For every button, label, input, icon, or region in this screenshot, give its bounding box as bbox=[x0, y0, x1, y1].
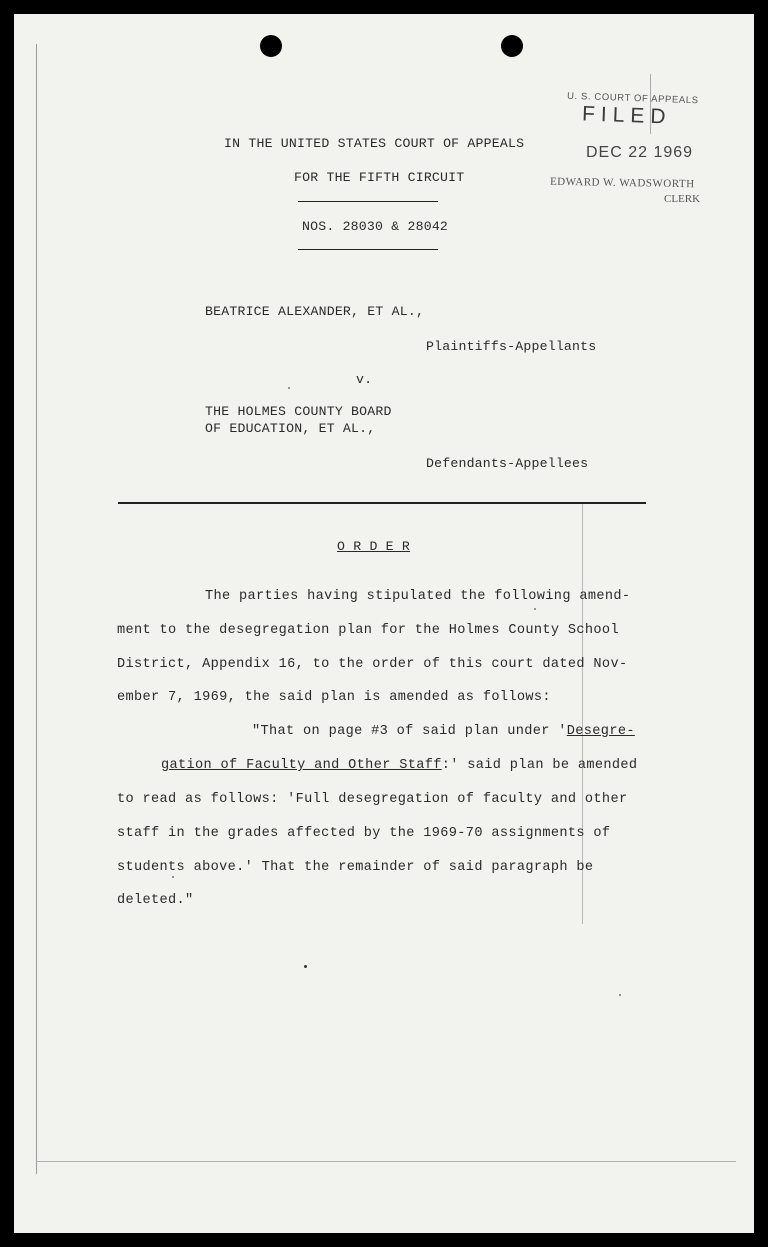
quote-line-1-text: "That on page #3 of said plan under ' bbox=[252, 724, 567, 739]
document-page bbox=[14, 14, 754, 1233]
court-name: IN THE UNITED STATES COURT OF APPEALS bbox=[224, 136, 525, 151]
defendants-name-line1: THE HOLMES COUNTY BOARD bbox=[205, 404, 392, 419]
quote-section-title-part2: gation of Faculty and Other Staff bbox=[161, 758, 442, 773]
scan-speck bbox=[304, 965, 307, 968]
paragraph-line-3: District, Appendix 16, to the order of this court dated Nov- bbox=[117, 657, 628, 672]
paragraph-line-2: ment to the desegregation plan for the Holmes County School bbox=[117, 623, 619, 638]
plaintiffs-role: Plaintiffs-Appellants bbox=[426, 339, 597, 354]
punch-hole-right bbox=[501, 35, 523, 57]
rule-above-case-number bbox=[298, 201, 438, 202]
circuit-name: FOR THE FIFTH CIRCUIT bbox=[294, 170, 465, 185]
quote-line-5: students above.' That the remainder of said paragraph be bbox=[117, 860, 594, 875]
stamp-clerk-title: CLERK bbox=[664, 193, 701, 205]
bottom-margin-line bbox=[36, 1161, 736, 1162]
quote-line-6: deleted." bbox=[117, 893, 194, 908]
quote-line-3: to read as follows: 'Full desegregation of faculty and other bbox=[117, 792, 628, 807]
paragraph-line-1: The parties having stipulated the following amend- bbox=[205, 589, 631, 604]
scan-speck bbox=[619, 994, 621, 996]
plaintiffs-name: BEATRICE ALEXANDER, ET AL., bbox=[205, 304, 425, 319]
scan-speck bbox=[172, 876, 174, 878]
defendants-name-line2: OF EDUCATION, ET AL., bbox=[205, 421, 376, 436]
versus: v. bbox=[356, 372, 373, 387]
defendants-role: Defendants-Appellees bbox=[426, 456, 589, 471]
quote-line-2 bbox=[161, 758, 637, 773]
punch-hole-left bbox=[260, 35, 282, 57]
stamp-filed: FILED bbox=[581, 102, 672, 129]
quote-line-1 bbox=[252, 724, 635, 739]
quote-section-title-part1: Desegre- bbox=[566, 724, 635, 739]
stamp-date: DEC 22 1969 bbox=[586, 144, 694, 161]
case-numbers: NOS. 28030 & 28042 bbox=[302, 219, 449, 234]
quote-line-4: staff in the grades affected by the 1969-70 assignments of bbox=[117, 826, 611, 841]
paragraph-line-4: ember 7, 1969, the said plan is amended as follows: bbox=[117, 690, 551, 705]
caption-divider bbox=[118, 502, 646, 504]
scan-speck bbox=[288, 387, 290, 389]
scan-speck bbox=[534, 608, 536, 610]
quote-line-2-text: :' said plan be amended bbox=[441, 758, 638, 773]
left-margin-line bbox=[36, 44, 37, 1174]
stamp-clerk-name: EDWARD W. WADSWORTH bbox=[549, 175, 695, 191]
order-title: O R D E R bbox=[337, 539, 411, 554]
rule-below-case-number bbox=[298, 249, 438, 250]
stamp-court: U. S. COURT OF APPEALS bbox=[566, 90, 699, 107]
